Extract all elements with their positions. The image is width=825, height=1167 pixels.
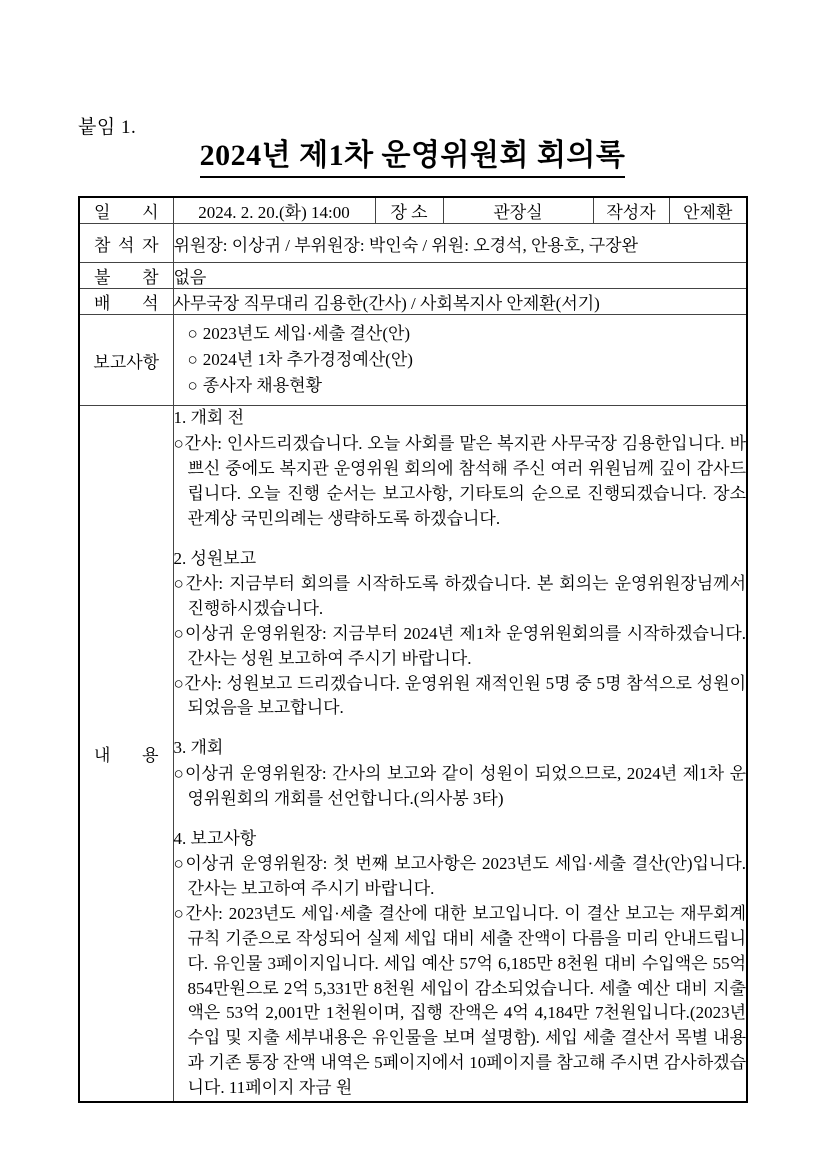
report-items-cell [173,315,747,406]
section-4-heading: 4. 보고사항 [173,828,257,848]
circle-bullet-icon: ○ [187,324,198,343]
report-items-label: 보고사항 [93,352,160,372]
content-label-cell [79,406,173,1102]
table-row-observers [79,289,747,315]
table-row-datetime [79,197,747,224]
absent-value: 없음 [173,263,747,289]
section-1-heading: 1. 개회 전 [173,408,245,428]
absent-label: 불 참 [94,268,159,287]
section-2-paragraph-2: ○이상귀 운영위원장: 지금부터 2024년 제1차 운영위원회의를 시작하겠습니다. 간사는 성원 보고하여 주시기 바랍니다. [173,623,746,668]
section-spacer [174,721,747,736]
observers-label-cell [79,289,173,315]
table-row-attendees [79,224,747,263]
place-value: 관장실 [443,197,593,224]
attendees-value: 위원장: 이상귀 / 부위원장: 박인숙 / 위원: 오경석, 안용호, 구장완 [173,224,747,263]
page-title-container [0,139,825,178]
report-items-label-cell [79,315,173,406]
list-item-label: 2024년 1차 추가경정예산(안) [202,349,413,369]
circle-bullet-icon: ○ [187,375,198,395]
section-3-paragraph-1: ○이상귀 운영위원장: 간사의 보고와 같이 성원이 되었으므로, 2024년 제1차 운영위원회의 개회를 선언합니다.(의사봉 3타) [173,764,746,808]
list-item-label: 2023년도 세입·세출 결산(안) [202,324,411,343]
section-2-paragraph-1: ○간사: 지금부터 회의를 시작하도록 하겠습니다. 본 회의는 운영위원장님께서 진행하시겠습니다. [173,574,746,619]
observers-value: 사무국장 직무대리 김용한(간사) / 사회복지사 안제환(서기) [173,289,747,315]
attendees-label-cell [79,224,173,263]
section-4-paragraph-2: ○간사: 2023년도 세입·세출 결산에 대한 보고입니다. 이 결산 보고는 재무회계 규칙 기준으로 작성되어 실제 세입 대비 세출 잔액이 다름을 미리 안내드립니다. 유인물 3페이지입니다. 세입 예산 57억 6,185만 8천원 대비 수입액은 55억 854만원으로 2억 5,331만 8천원 세입이 감소되었습니다. 세출 예산 대비 지출액은 53억 2,001만 1천원이며, 집행 잔액은 4억 4,184만 7천원입니다.(2023년 수입 및 지출 세부내용은 유인물을 보며 설명함). 세입 세출 결산서 목별 내용과 기존 통장 잔액 내역은 5페이지에서 10페이지를 참고해 주시면 감사하겠습니다. 11페이지 자금 원 [173,904,746,1097]
section-1-paragraph-1: ○간사: 인사드리겠습니다. 오늘 사회를 맡은 복지관 사무국장 김용한입니다. 바쁘신 중에도 복지관 운영위원 회의에 참석해 주신 여러 위원님께 깊이 감사드립니다. 오늘 진행 순서는 보고사항, 기타토의 순으로 진행되겠습니다. 장소 관계상 국민의례는 생략하도록 하겠습니다. [173,434,746,528]
writer-value: 안제환 [669,197,747,224]
section-spacer [174,532,747,547]
content-body [173,406,747,1102]
section-3-heading: 3. 개회 [173,738,224,758]
content-label: 내 용 [94,746,159,766]
circle-bullet-icon: ○ [187,349,198,369]
page-title: 2024년 제1차 운영위원회 회의록 [200,139,626,178]
absent-label-cell [79,263,173,289]
list-item-label: 종사자 채용현황 [202,375,322,395]
attachment-label: 붙임 1. [78,117,137,138]
list-item [188,347,739,373]
table-row-absent [79,263,747,289]
list-item [188,373,739,399]
observers-label: 배 석 [94,294,159,313]
writer-label: 작성자 [593,197,669,224]
meeting-minutes-table [78,196,748,1103]
table-row-report-items [79,315,747,406]
table-row-content [79,406,747,1102]
datetime-label: 일 시 [94,203,159,222]
report-items-list [174,315,747,405]
datetime-value: 2024. 2. 20.(화) 14:00 [173,197,375,224]
datetime-label-cell [79,197,173,224]
place-label: 장 소 [375,197,443,224]
list-item [188,321,739,347]
section-2-heading: 2. 성원보고 [173,548,257,568]
section-spacer [174,812,747,827]
section-4-paragraph-1: ○이상귀 운영위원장: 첫 번째 보고사항은 2023년도 세입·세출 결산(안)입니다. 간사는 보고하여 주시기 바랍니다. [173,854,746,899]
attendees-label: 참 석 자 [94,235,159,255]
section-2-paragraph-3: ○간사: 성원보고 드리겠습니다. 운영위원 재적인원 5명 중 5명 참석으로 성원이 되었음을 보고합니다. [173,673,746,718]
